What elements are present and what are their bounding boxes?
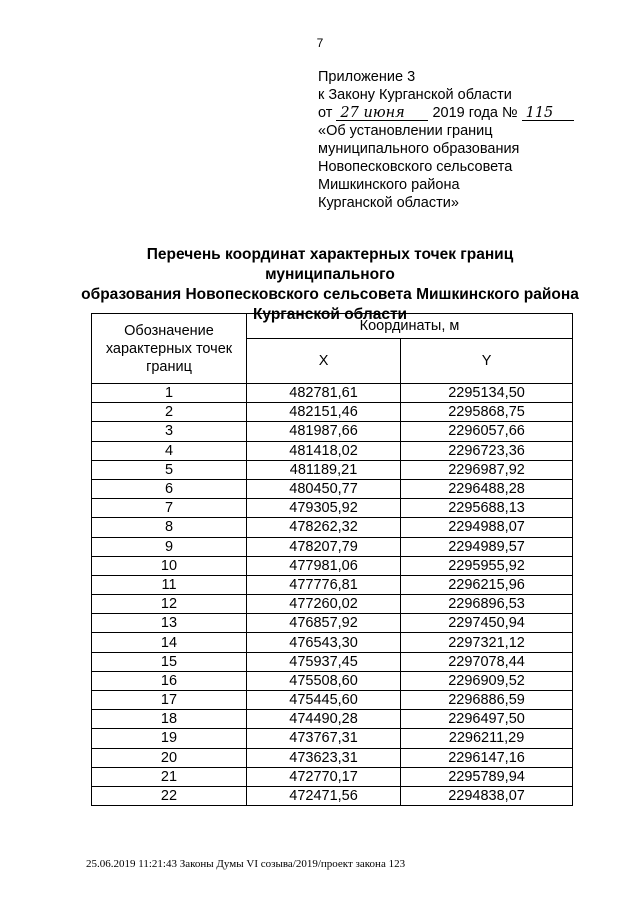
appendix-block xyxy=(318,68,618,212)
y-coordinate-cell: 2296147,16 xyxy=(401,748,573,767)
x-coordinate-cell: 472770,17 xyxy=(247,767,401,786)
point-number-cell: 12 xyxy=(92,595,247,614)
table-row xyxy=(92,441,573,460)
table-row xyxy=(92,575,573,594)
point-number-cell: 17 xyxy=(92,691,247,710)
table-row xyxy=(92,384,573,403)
x-coordinate-cell: 482781,61 xyxy=(247,384,401,403)
table-row xyxy=(92,460,573,479)
y-coordinate-cell: 2296987,92 xyxy=(401,460,573,479)
y-coordinate-cell: 2294989,57 xyxy=(401,537,573,556)
x-coordinate-cell: 476857,92 xyxy=(247,614,401,633)
y-coordinate-cell: 2295955,92 xyxy=(401,556,573,575)
x-coordinate-cell: 473623,31 xyxy=(247,748,401,767)
point-number-cell: 19 xyxy=(92,729,247,748)
point-number-cell: 11 xyxy=(92,575,247,594)
table-row xyxy=(92,748,573,767)
y-coordinate-cell: 2296497,50 xyxy=(401,710,573,729)
table-row xyxy=(92,518,573,537)
table-row xyxy=(92,652,573,671)
document-title-line-2: образования Новопесковского сельсовета Мишкинского района xyxy=(81,286,579,303)
y-coordinate-cell: 2295868,75 xyxy=(401,403,573,422)
point-number-cell: 7 xyxy=(92,499,247,518)
x-coordinate-cell: 481418,02 xyxy=(247,441,401,460)
x-coordinate-cell: 475937,45 xyxy=(247,652,401,671)
x-coordinate-cell: 477981,06 xyxy=(247,556,401,575)
point-number-cell: 6 xyxy=(92,479,247,498)
handwritten-law-number: 115 xyxy=(522,106,574,121)
y-coordinate-cell: 2296057,66 xyxy=(401,422,573,441)
point-number-cell: 3 xyxy=(92,422,247,441)
table-row xyxy=(92,633,573,652)
point-number-cell: 8 xyxy=(92,518,247,537)
point-number-cell: 14 xyxy=(92,633,247,652)
point-number-cell: 21 xyxy=(92,767,247,786)
table-row xyxy=(92,729,573,748)
x-coordinate-cell: 478262,32 xyxy=(247,518,401,537)
page-number: 7 xyxy=(316,36,324,50)
y-coordinate-cell: 2297078,44 xyxy=(401,652,573,671)
table-row xyxy=(92,614,573,633)
table-row xyxy=(92,691,573,710)
x-coordinate-cell: 474490,28 xyxy=(247,710,401,729)
point-number-cell: 2 xyxy=(92,403,247,422)
point-number-cell: 15 xyxy=(92,652,247,671)
table-row xyxy=(92,786,573,805)
appendix-date-line xyxy=(318,104,618,122)
table-row xyxy=(92,556,573,575)
table-row xyxy=(92,710,573,729)
y-coordinate-cell: 2294838,07 xyxy=(401,786,573,805)
y-header: Y xyxy=(401,339,573,384)
table-row xyxy=(92,403,573,422)
document-title-line-1: Перечень координат характерных точек границ муниципального xyxy=(146,246,514,283)
y-coordinate-cell: 2295134,50 xyxy=(401,384,573,403)
y-coordinate-cell: 2296215,96 xyxy=(401,575,573,594)
coordinates-header: Координаты, м xyxy=(247,314,573,339)
x-coordinate-cell: 479305,92 xyxy=(247,499,401,518)
y-coordinate-cell: 2296211,29 xyxy=(401,729,573,748)
appendix-law-title-4: Мишкинского района xyxy=(318,177,460,193)
coordinates-table xyxy=(91,313,573,806)
x-coordinate-cell: 475445,60 xyxy=(247,691,401,710)
point-number-cell: 4 xyxy=(92,441,247,460)
x-coordinate-cell: 481987,66 xyxy=(247,422,401,441)
y-coordinate-cell: 2296723,36 xyxy=(401,441,573,460)
y-coordinate-cell: 2296909,52 xyxy=(401,671,573,690)
x-coordinate-cell: 481189,21 xyxy=(247,460,401,479)
coordinates-table-body xyxy=(92,384,573,806)
appendix-title: Приложение 3 xyxy=(318,69,416,85)
x-coordinate-cell: 477776,81 xyxy=(247,575,401,594)
designation-header: Обозначение характерных точек границ xyxy=(92,314,247,384)
document-title-line-3: Курганской области xyxy=(252,306,408,323)
point-number-cell: 20 xyxy=(92,748,247,767)
appendix-law-title-1: «Об установлении границ xyxy=(318,123,493,139)
point-number-cell: 22 xyxy=(92,786,247,805)
y-coordinate-cell: 2295789,94 xyxy=(401,767,573,786)
x-coordinate-cell: 475508,60 xyxy=(247,671,401,690)
table-row xyxy=(92,767,573,786)
footer-file-path: 25.06.2019 11:21:43 Законы Думы VI созыва/2019/проект закона 123 xyxy=(86,858,406,870)
appendix-law-title-3: Новопесковского сельсовета xyxy=(318,159,513,175)
point-number-cell: 16 xyxy=(92,671,247,690)
x-coordinate-cell: 482151,46 xyxy=(247,403,401,422)
y-coordinate-cell: 2296896,53 xyxy=(401,595,573,614)
point-number-cell: 18 xyxy=(92,710,247,729)
table-row xyxy=(92,479,573,498)
table-row xyxy=(92,422,573,441)
y-coordinate-cell: 2297321,12 xyxy=(401,633,573,652)
y-coordinate-cell: 2296488,28 xyxy=(401,479,573,498)
y-coordinate-cell: 2295688,13 xyxy=(401,499,573,518)
point-number-cell: 10 xyxy=(92,556,247,575)
x-coordinate-cell: 473767,31 xyxy=(247,729,401,748)
point-number-cell: 13 xyxy=(92,614,247,633)
table-row xyxy=(92,499,573,518)
appendix-year: 2019 года № xyxy=(432,105,518,121)
x-coordinate-cell: 478207,79 xyxy=(247,537,401,556)
handwritten-date: 27 июня xyxy=(336,106,428,121)
y-coordinate-cell: 2297450,94 xyxy=(401,614,573,633)
appendix-date-prefix: от xyxy=(318,105,333,121)
appendix-law-title-2: муниципального образования xyxy=(318,141,520,157)
x-header: X xyxy=(247,339,401,384)
appendix-law-reference: к Закону Курганской области xyxy=(318,87,512,103)
x-coordinate-cell: 472471,56 xyxy=(247,786,401,805)
point-number-cell: 1 xyxy=(92,384,247,403)
appendix-law-title-5: Курганской области» xyxy=(318,195,459,211)
point-number-cell: 5 xyxy=(92,460,247,479)
x-coordinate-cell: 480450,77 xyxy=(247,479,401,498)
table-row xyxy=(92,595,573,614)
x-coordinate-cell: 476543,30 xyxy=(247,633,401,652)
x-coordinate-cell: 477260,02 xyxy=(247,595,401,614)
y-coordinate-cell: 2296886,59 xyxy=(401,691,573,710)
y-coordinate-cell: 2294988,07 xyxy=(401,518,573,537)
table-row xyxy=(92,537,573,556)
point-number-cell: 9 xyxy=(92,537,247,556)
table-row xyxy=(92,671,573,690)
